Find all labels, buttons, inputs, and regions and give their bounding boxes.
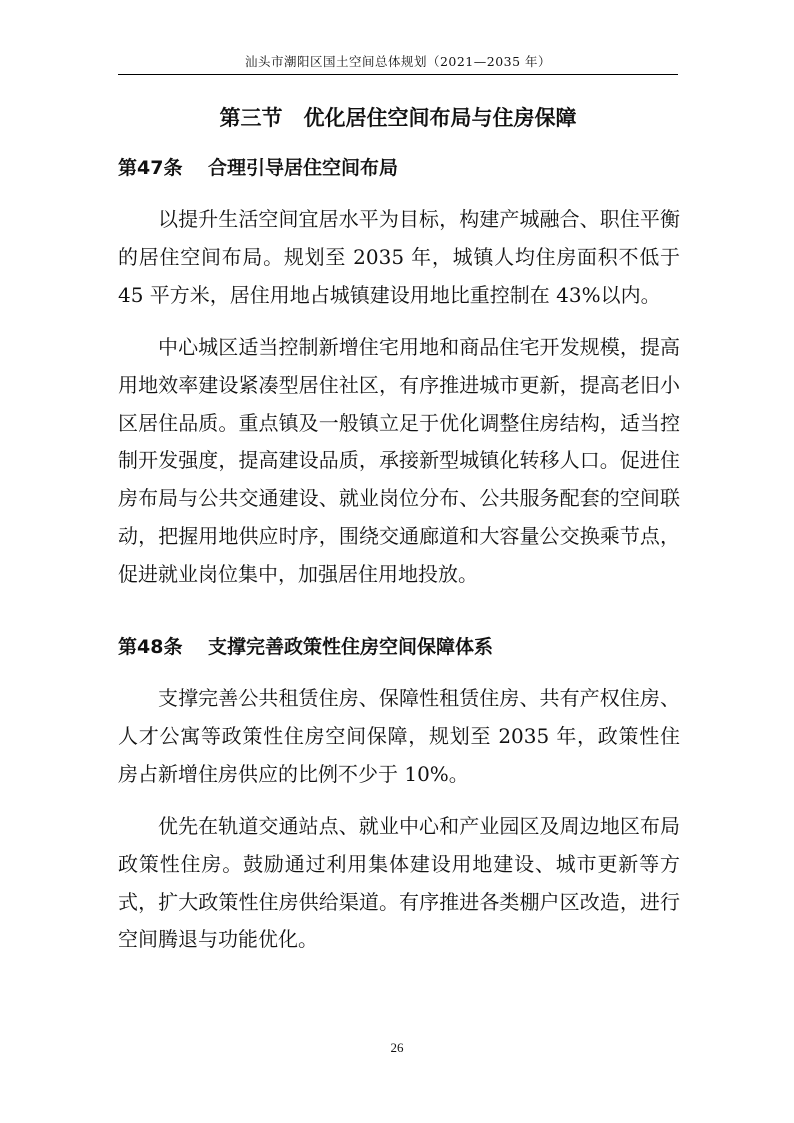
article-47-paragraph-2: 中心城区适当控制新增住宅用地和商品住宅开发规模，提高用地效率建设紧凑型居住社区，有序推进城市更新，提高老旧小区居住品质。重点镇及一般镇立足于优化调整住房结构，适当控制开发强度，提高建设品质，承接新型城镇化转移人口。促进住房布局与公共交通建设、就业岗位分布、公共服务配套的空间联动，把握用地供应时序，围绕交通廊道和大容量公交换乘节点，促进就业岗位集中，加强居住用地投放。 (118, 335, 680, 586)
article-47-paragraph-1: 以提升生活空间宜居水平为目标，构建产城融合、职住平衡的居住空间布局。规划至 2035 年，城镇人均住房面积不低于 45 平方米，居住用地占城镇建设用地比重控制在 43%以内。 (118, 207, 680, 307)
section-title: 第三节 优化居住空间布局与住房保障 (219, 106, 577, 130)
article-48-paragraph-1: 支撑完善公共租赁住房、保障性租赁住房、共有产权住房、人才公寓等政策性住房空间保障，规划至 2035 年，政策性住房占新增住房供应的比例不少于 10%。 (118, 686, 680, 786)
article-47-heading: 第47条 合理引导居住空间布局 (118, 157, 399, 179)
page-number: 26 (390, 1040, 404, 1055)
article-48-paragraph-2: 优先在轨道交通站点、就业中心和产业园区及周边地区布局政策性住房。鼓励通过利用集体建设用地建设、城市更新等方式，扩大政策性住房供给渠道。有序推进各类棚户区改造，进行空间腾退与功能优化。 (118, 814, 680, 952)
article-48-heading: 第48条 支撑完善政策性住房空间保障体系 (118, 636, 494, 658)
running-header: 汕头市潮阳区国土空间总体规划（2021—2035 年） (118, 50, 678, 75)
